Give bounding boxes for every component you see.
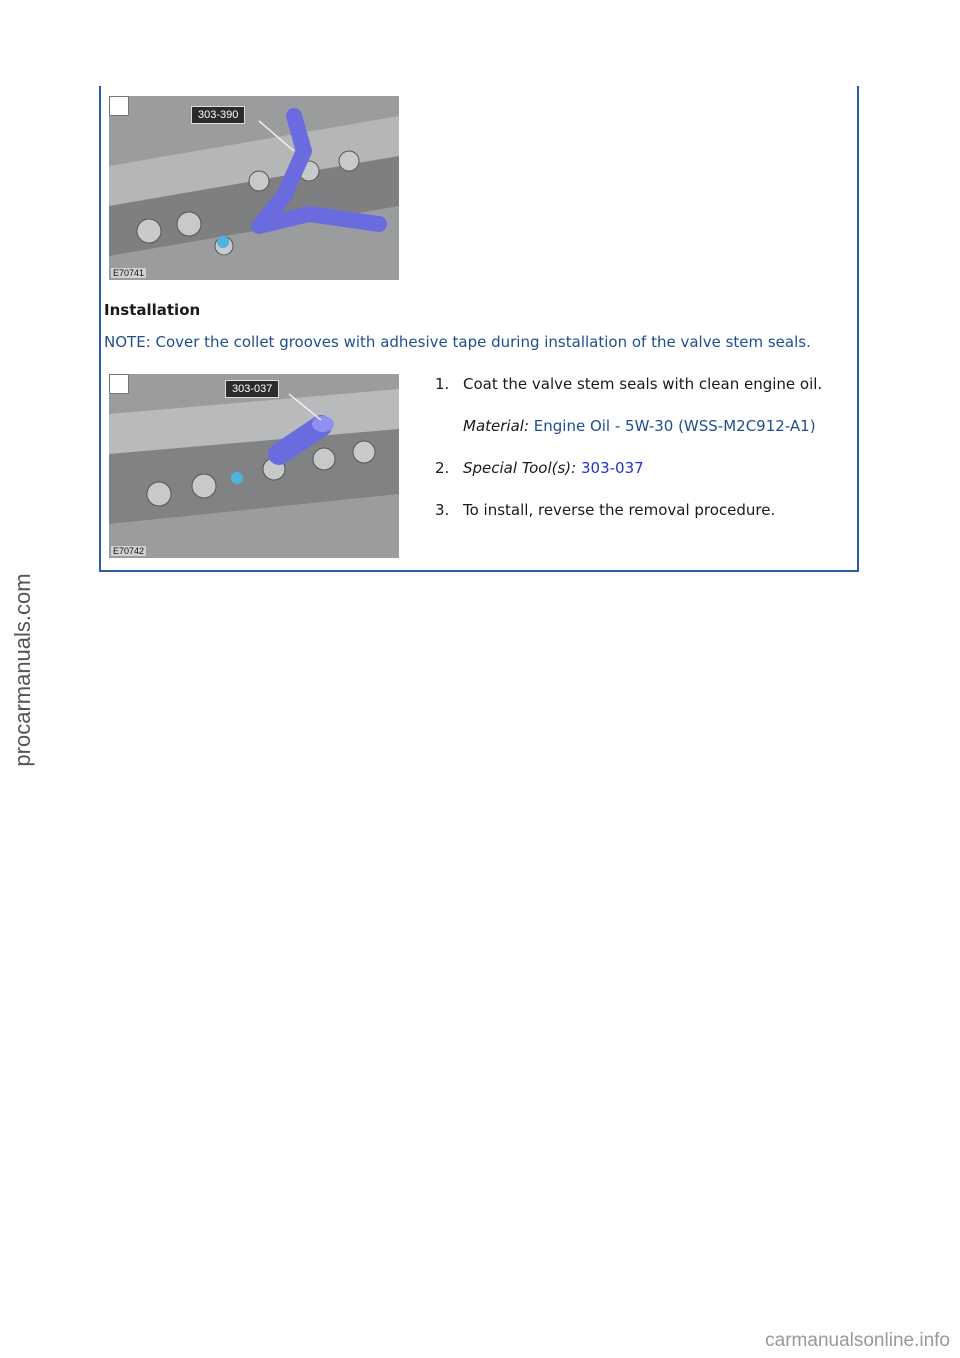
tool-callout: 303-037 — [225, 380, 279, 398]
step-text: To install, reverse the removal procedure. — [463, 501, 776, 519]
material-label: Material: — [463, 417, 529, 435]
zoom-icon[interactable] — [109, 374, 129, 394]
figure-id: E70742 — [113, 546, 145, 556]
zoom-icon[interactable] — [109, 96, 129, 116]
step-1-material — [463, 417, 816, 435]
step-number: 2. — [435, 459, 450, 477]
side-watermark-text: procarmanuals.com — [10, 573, 35, 767]
side-watermark — [0, 560, 46, 780]
engine-illustration-2 — [109, 374, 399, 558]
step-text: Coat the valve stem seals with clean engine oil. — [463, 375, 823, 393]
engine-illustration-1 — [109, 96, 399, 280]
step-1 — [435, 375, 822, 393]
figure-1 — [109, 96, 399, 280]
material-link[interactable]: Engine Oil - 5W-30 (WSS-M2C912-A1) — [533, 417, 816, 435]
figure-id: E70741 — [113, 268, 145, 278]
special-tool-label: Special Tool(s): — [463, 459, 577, 477]
figure-2 — [109, 374, 399, 558]
tool-callout: 303-390 — [191, 106, 245, 124]
installation-note: NOTE: Cover the collet grooves with adhesive tape during installation of the valve stem seals. — [104, 333, 811, 351]
footer-watermark: carmanualsonline.info — [765, 1330, 950, 1351]
step-number: 3. — [435, 501, 450, 519]
step-number: 1. — [435, 375, 450, 393]
section-heading: Installation — [104, 301, 201, 319]
step-2 — [435, 459, 644, 477]
step-3 — [435, 501, 775, 519]
special-tool-link[interactable]: 303-037 — [581, 459, 644, 477]
